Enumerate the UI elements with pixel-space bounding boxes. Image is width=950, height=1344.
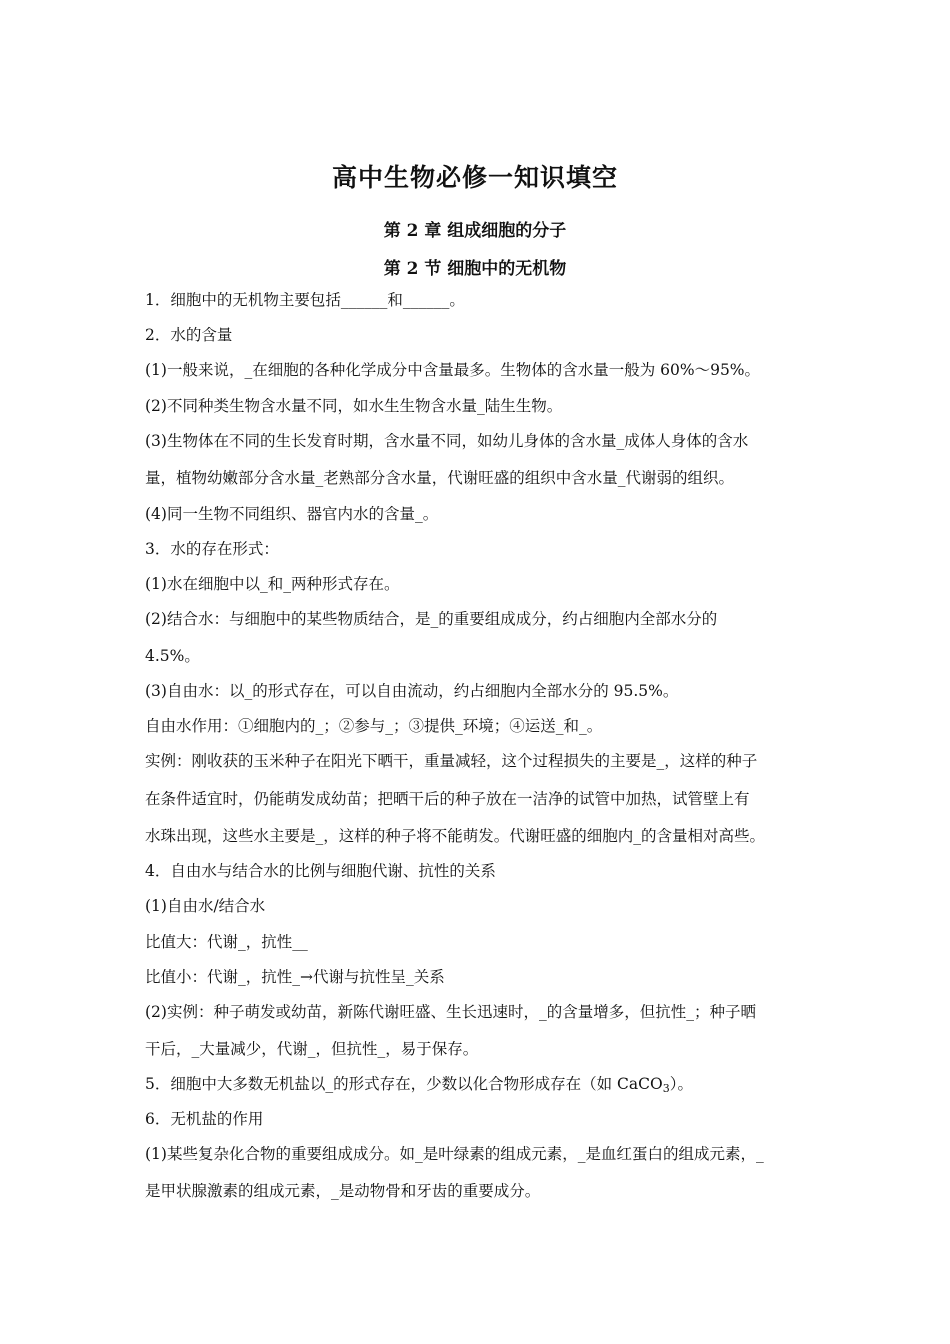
text-line: 4.5%。: [145, 647, 200, 665]
chapter-heading: 第 2 章 组成细胞的分子: [383, 221, 567, 241]
text-line: (1)水在细胞中以_和_两种形式存在。: [145, 575, 400, 593]
subscript: 3: [662, 1082, 670, 1095]
text-line: 实例：刚收获的玉米种子在阳光下晒干，重量减轻，这个过程损失的主要是_，这样的种子: [145, 752, 758, 770]
text-line: 6．无机盐的作用: [145, 1110, 264, 1128]
text-line: (4)同一生物不同组织、器官内水的含量_。: [145, 505, 439, 523]
text-line: (3)生物体在不同的生长发育时期，含水量不同，如幼儿身体的含水量_成体人身体的含水: [145, 432, 749, 450]
document-title: 高中生物必修一知识填空: [331, 163, 618, 192]
text-line: 1．细胞中的无机物主要包括______和______。: [145, 291, 465, 309]
text-line: 量，植物幼嫩部分含水量_老熟部分含水量，代谢旺盛的组织中含水量_代谢弱的组织。: [145, 469, 735, 487]
text-line: 干后，_大量减少，代谢_，但抗性_，易于保存。: [145, 1040, 479, 1058]
text-line: 2．水的含量: [145, 326, 233, 344]
text-line: (1)自由水/结合水: [145, 897, 266, 915]
text-line: 3．水的存在形式：: [145, 540, 279, 558]
text-line-main: 5．细胞中大多数无机盐以_的形式存在，少数以化合物形成存在（如 CaCO: [145, 1075, 663, 1093]
text-line: (2)结合水：与细胞中的某些物质结合，是_的重要组成成分，约占细胞内全部水分的: [145, 610, 718, 628]
text-line: 水珠出现，这些水主要是_，这样的种子将不能萌发。代谢旺盛的细胞内_的含量相对高些。: [145, 827, 766, 845]
text-line: (3)自由水：以_的形式存在，可以自由流动，约占细胞内全部水分的 95.5%。: [145, 682, 679, 700]
text-line: (2)实例：种子萌发或幼苗，新陈代谢旺盛、生长迅速时，_的含量增多，但抗性_；种子晒: [145, 1003, 756, 1021]
text-line: 是甲状腺激素的组成元素，_是动物骨和牙齿的重要成分。: [145, 1182, 541, 1200]
text-line: (2)不同种类生物含水量不同，如水生生物含水量_陆生生物。: [145, 397, 563, 415]
text-line: 自由水作用：①细胞内的_；②参与_；③提供_环境；④运送_和_。: [145, 717, 603, 735]
section-heading: 第 2 节 细胞中的无机物: [383, 259, 567, 279]
text-line: 在条件适宜时，仍能萌发成幼苗；把晒干后的种子放在一洁净的试管中加热，试管壁上有: [145, 790, 750, 808]
text-line: 比值小：代谢_，抗性_→代谢与抗性呈_关系: [145, 968, 445, 986]
text-line: 4．自由水与结合水的比例与细胞代谢、抗性的关系: [145, 862, 496, 880]
text-line: [145, 1073, 810, 1100]
text-line: (1)某些复杂化合物的重要组成成分。如_是叶绿素的组成元素，_是血红蛋白的组成元素，_: [145, 1145, 764, 1163]
text-line-tail: ）。: [669, 1075, 693, 1093]
text-line: (1)一般来说，_在细胞的各种化学成分中含量最多。生物体的含水量一般为 60%～95%。: [145, 361, 761, 379]
text-line: 比值大：代谢_，抗性__: [145, 933, 308, 951]
